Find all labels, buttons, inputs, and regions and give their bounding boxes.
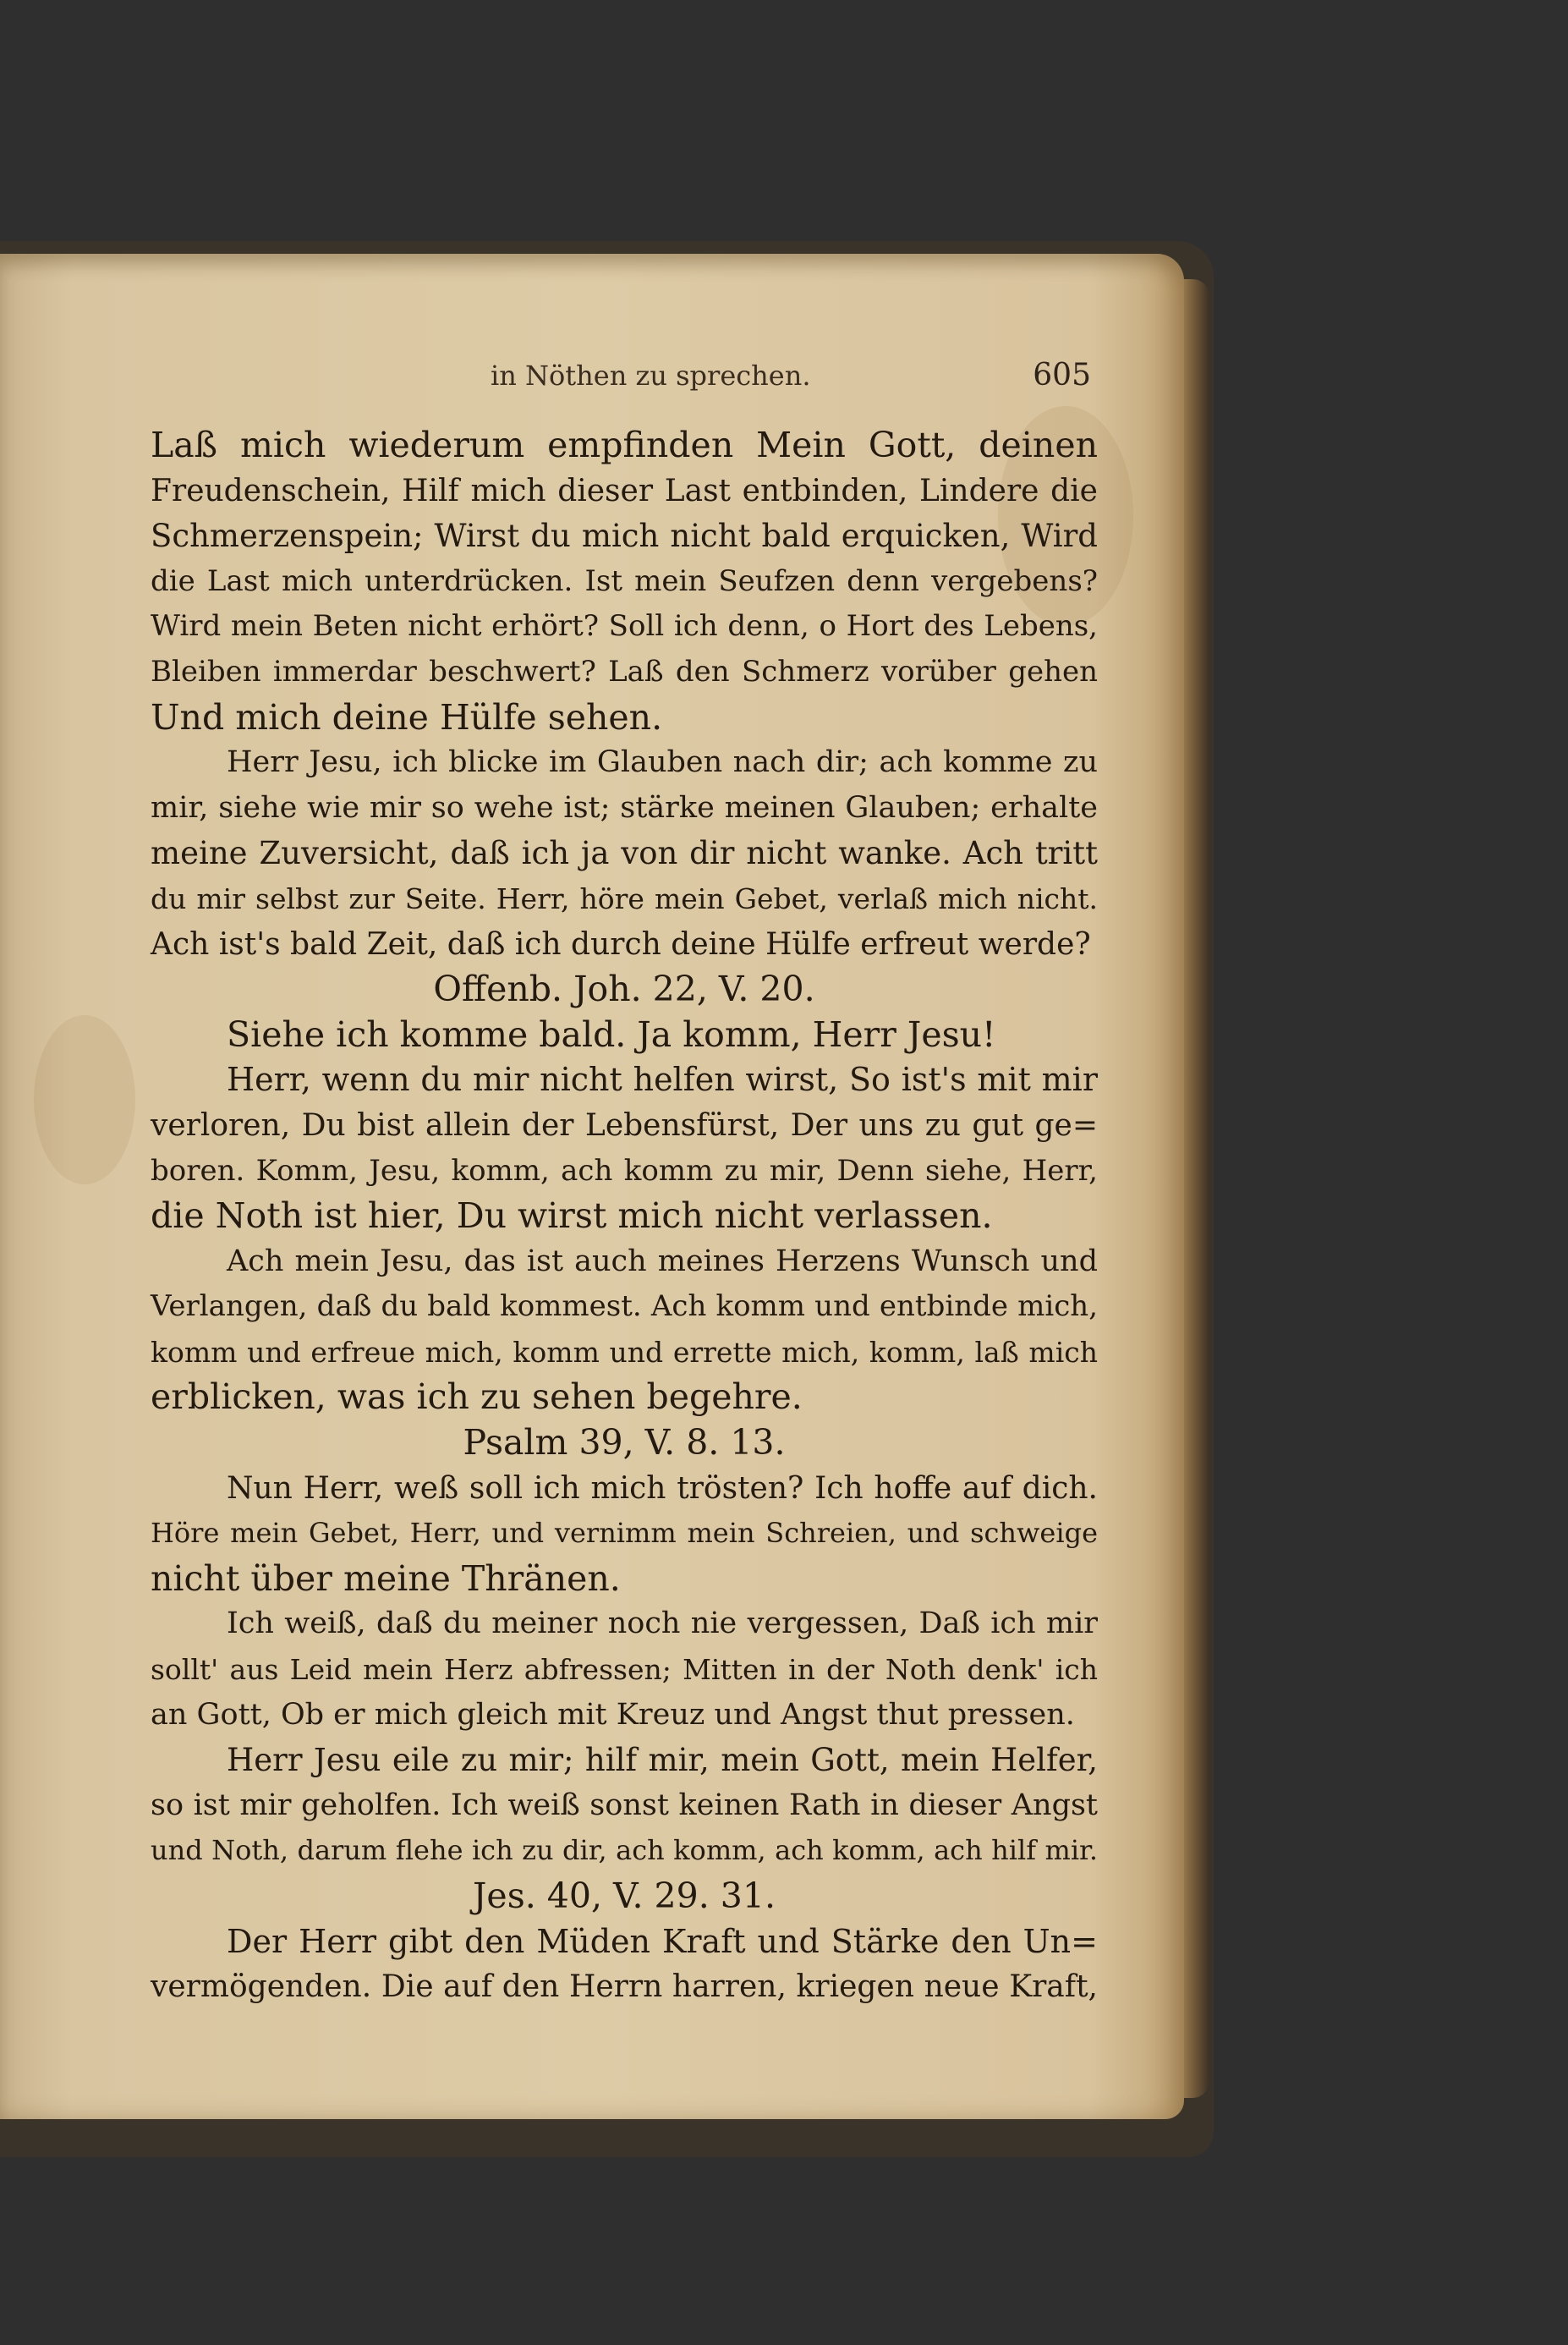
text-line: Der Herr gibt den Müden Kraft und Stärke den Un= bbox=[227, 1922, 1098, 1960]
text-line: Laß mich wiederum empfinden Mein Gott, deinen bbox=[151, 425, 1098, 465]
scripture-reference: Offenb. Joh. 22, V. 20. bbox=[433, 969, 815, 1010]
page-body-text bbox=[151, 423, 1098, 2010]
text-line: so ist mir geholfen. Ich weiß sonst keinen Rath in dieser Angst bbox=[151, 1788, 1098, 1822]
scripture-reference: Jes. 40, V. 29. 31. bbox=[473, 1875, 776, 1916]
text-line: Schmerzenspein; Wirst du mich nicht bald erquicken, Wird bbox=[151, 518, 1098, 555]
text-line: Ach mein Jesu, das ist auch meines Herzens Wunsch und bbox=[227, 1244, 1098, 1278]
text-line: Ich weiß, daß du meiner noch nie vergessen, Daß ich mir bbox=[227, 1606, 1098, 1641]
text-line: Freudenschein, Hilf mich dieser Last entbinden, Lindere die bbox=[151, 473, 1098, 508]
text-line: mir, siehe wie mir so wehe ist; stärke meinen Glauben; erhalte bbox=[151, 790, 1098, 825]
text-line: Herr, wenn du mir nicht helfen wirst, So ist's mit mir bbox=[227, 1061, 1098, 1099]
text-line: Herr Jesu eile zu mir; hilf mir, mein Gott, mein Helfer, bbox=[227, 1742, 1098, 1779]
text-line: Verlangen, daß du bald kommest. Ach komm und entbinde mich, bbox=[151, 1289, 1098, 1324]
text-line: nicht über meine Thränen. bbox=[151, 1557, 621, 1599]
text-line: boren. Komm, Jesu, komm, ach komm zu mir, Denn siehe, Herr, bbox=[151, 1153, 1098, 1188]
text-line: Wird mein Beten nicht erhört? Soll ich denn, o Hort des Lebens, bbox=[151, 609, 1098, 644]
text-line: Herr Jesu, ich blicke im Glauben nach dir; ach komme zu bbox=[227, 745, 1098, 780]
text-line: und Noth, darum flehe ich zu dir, ach komm, ach komm, ach hilf mir. bbox=[151, 1834, 1098, 1867]
text-line: die Last mich unterdrücken. Ist mein Seufzen denn vergebens? bbox=[151, 563, 1098, 598]
text-line: komm und erfreue mich, komm und errette mich, komm, laß mich bbox=[151, 1335, 1098, 1369]
text-line: Nun Herr, weß soll ich mich trösten? Ich hoffe auf dich. bbox=[227, 1470, 1098, 1506]
text-line: an Gott, Ob er mich gleich mit Kreuz und Angst thut pressen. bbox=[151, 1697, 1075, 1732]
page-number: 605 bbox=[1033, 358, 1091, 393]
text-line: vermögenden. Die auf den Herrn harren, kriegen neue Kraft, bbox=[151, 1969, 1098, 2005]
text-line: Und mich deine Hülfe sehen. bbox=[151, 696, 663, 738]
text-line: Bleiben immerdar beschwert? Laß den Schmerz vorüber gehen bbox=[151, 654, 1098, 689]
text-line: erblicken, was ich zu sehen begehre. bbox=[151, 1376, 803, 1418]
running-head: in Nöthen zu sprechen. bbox=[491, 360, 811, 392]
text-line: meine Zuversicht, daß ich ja von dir nicht wanke. Ach tritt bbox=[151, 835, 1098, 872]
text-line: Ach ist's bald Zeit, daß ich durch deine Hülfe erfreut werde? bbox=[151, 926, 1091, 962]
scripture-reference: Psalm 39, V. 8. 13. bbox=[463, 1422, 786, 1464]
paper-stain bbox=[34, 1015, 135, 1184]
page-header bbox=[152, 360, 1091, 402]
text-line: verloren, Du bist allein der Lebensfürst, Der uns zu gut ge= bbox=[151, 1107, 1098, 1143]
text-line: Höre mein Gebet, Herr, und vernimm mein Schreien, und schweige bbox=[151, 1517, 1098, 1550]
text-line: die Noth ist hier, Du wirst mich nicht verlassen. bbox=[151, 1195, 993, 1237]
text-line: sollt' aus Leid mein Herz abfressen; Mitten in der Noth denk' ich bbox=[151, 1653, 1098, 1687]
text-line: du mir selbst zur Seite. Herr, höre mein Gebet, verlaß mich nicht. bbox=[151, 881, 1098, 915]
text-line: Siehe ich komme bald. Ja komm, Herr Jesu! bbox=[227, 1013, 996, 1055]
